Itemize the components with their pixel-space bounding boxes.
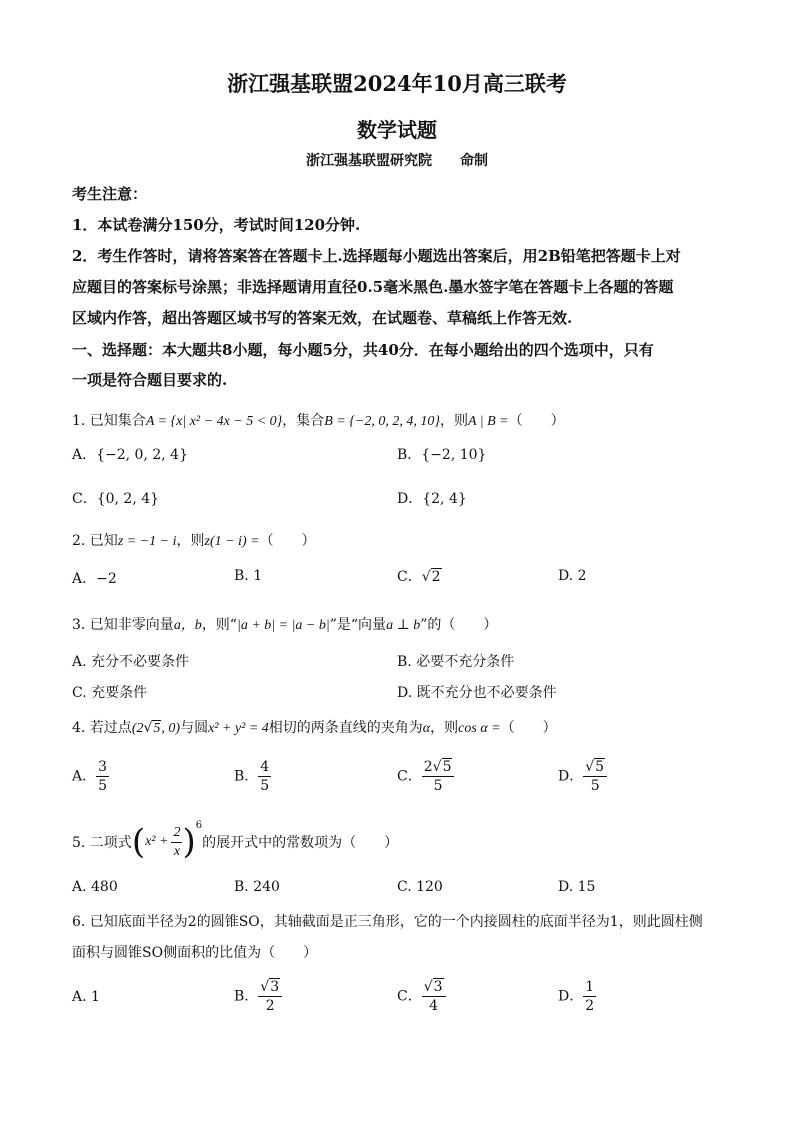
page-title: 浙江强基联盟2024年10月高三联考 — [227, 71, 567, 96]
question-6-line-2: 面积与圆锥SO侧面积的比值为（ ） — [72, 945, 318, 961]
q1-stem-b: ，集合 — [282, 413, 325, 429]
question-4-stem — [72, 717, 557, 737]
q1-answer-paren: （ ） — [508, 413, 565, 429]
q6-option-c-radicand: 3 — [433, 979, 443, 995]
question-5-stem — [72, 820, 398, 864]
q6-option-b-label: B． — [234, 988, 259, 1005]
q2-option-c-radicand: 2 — [431, 569, 441, 585]
q3-stem-a: 3. 已知非零向量 — [72, 617, 174, 633]
q4-option-a-label: A． — [72, 768, 97, 785]
q3-perpendicular: a ⊥ b — [386, 618, 421, 633]
q2-answer-paren: （ ） — [259, 533, 316, 549]
q1-option-a: A．{−2, 0, 2, 4} — [72, 447, 188, 463]
q3-option-d: D. 既不充分也不必要条件 — [397, 685, 557, 701]
notice-item-1: 1．本试卷满分150分，考试时间120分钟. — [72, 216, 361, 234]
q1-expression: A | B = — [467, 414, 509, 429]
question-1-stem — [72, 410, 565, 430]
q4-option-a — [72, 758, 109, 795]
q4-option-c-den: 5 — [433, 778, 443, 794]
q4-option-c — [397, 758, 454, 795]
sqrt-icon: √ — [260, 979, 270, 995]
author-line: 浙江强基联盟研究院 命制 — [306, 153, 488, 169]
q4-circle: x² + y² = 4 — [208, 721, 269, 736]
q4-point-radicand: 5 — [153, 721, 161, 736]
q4-point-b: , 0) — [161, 721, 181, 736]
q5-option-a: A. 480 — [72, 879, 118, 895]
sqrt-icon: √ — [585, 759, 595, 775]
q1-stem-c: ，则 — [439, 413, 468, 429]
section-1-line-2: 一项是符合题目要求的. — [72, 371, 228, 389]
q6-option-b-den: 2 — [265, 998, 275, 1014]
notice-item-2-line-1: 2．考生作答时，请将答案答在答题卡上.选择题每小题选出答案后，用2B铅笔把答题卡上对 — [72, 247, 681, 265]
q4-option-b-den: 5 — [260, 778, 270, 794]
q4-option-b-num: 4 — [260, 759, 270, 775]
q4-answer-paren: （ ） — [500, 720, 557, 736]
q6-option-d — [558, 978, 596, 1015]
sqrt-icon: √ — [432, 759, 442, 775]
q2-stem-a: 2. 已知 — [72, 533, 118, 549]
q4-stem-d: ，则 — [430, 720, 459, 736]
q2-option-c — [397, 566, 442, 586]
q2-option-b: B. 1 — [234, 568, 263, 584]
q2-option-c-label: C． — [397, 569, 422, 585]
q4-option-a-den: 5 — [98, 778, 108, 794]
q4-option-c-radicand: 5 — [442, 759, 452, 775]
left-paren-icon: ( — [131, 822, 146, 862]
page-subtitle: 数学试题 — [357, 118, 437, 142]
q3-stem-b: ，则“ — [201, 617, 237, 633]
q6-option-d-label: D． — [558, 988, 584, 1005]
notice-item-2-line-2: 应题目的答案标号涂黑；非选择题请用直径0.5毫米黑色.墨水签字笔在答题卡上各题的答题 — [72, 278, 674, 296]
q4-option-d — [558, 758, 607, 795]
q5-frac-num: 2 — [171, 824, 182, 843]
q4-option-b-label: B． — [234, 768, 259, 785]
q4-alpha: α — [422, 721, 431, 736]
q5-frac-den: x — [173, 843, 181, 859]
q5-x-squared: x² + — [145, 834, 169, 849]
q6-option-c-label: C． — [397, 988, 422, 1005]
q3-vectors: a，b — [173, 618, 202, 633]
notice-item-2-line-3: 区域内作答，超出答题区域书写的答案无效，在试题卷、草稿纸上作答无效. — [72, 309, 573, 327]
q1-stem-a: 1. 已知集合 — [72, 413, 146, 429]
q4-option-c-label: C． — [397, 768, 422, 785]
q4-option-d-radicand: 5 — [595, 759, 605, 775]
notice-heading: 考生注意： — [72, 185, 148, 203]
q3-option-b: B. 必要不充分条件 — [397, 654, 515, 670]
q2-stem-b: ，则 — [176, 533, 205, 549]
sqrt-icon: √ — [143, 720, 153, 736]
q1-set-a: A = {x| x² − 4x − 5 < 0} — [145, 414, 283, 429]
q3-option-a: A. 充分不必要条件 — [72, 654, 190, 670]
q6-option-d-num: 1 — [585, 979, 595, 995]
q1-option-d: D．{2, 4} — [397, 491, 467, 507]
q4-cos: cos α = — [458, 721, 501, 736]
q1-option-c: C．{0, 2, 4} — [72, 491, 160, 507]
q4-stem-b: 与圆 — [180, 720, 209, 736]
q6-option-d-den: 2 — [585, 998, 595, 1014]
q4-stem-c: 相切的两条直线的夹角为 — [268, 720, 423, 736]
question-2-stem — [72, 530, 316, 550]
q3-option-c: C. 充要条件 — [72, 685, 148, 701]
q2-expression: z(1 − i) = — [204, 534, 260, 549]
q4-stem-a: 4. 若过点 — [72, 720, 132, 736]
question-6-line-1: 6. 已知底面半径为2的圆锥SO，其轴截面是正三角形，它的一个内接圆柱的底面半径为1，则此圆柱侧 — [72, 914, 703, 930]
q6-option-c-den: 4 — [429, 998, 439, 1014]
q2-option-d: D. 2 — [558, 568, 587, 584]
q4-option-c-coef: 2 — [423, 759, 433, 775]
q4-point-a: (2 — [131, 721, 144, 736]
q3-stem-c: ”是“向量 — [329, 617, 387, 633]
q4-option-b — [234, 758, 271, 795]
q1-set-b: B = {−2, 0, 2, 4, 10} — [324, 414, 440, 429]
q5-stem-a: 5. 二项式 — [72, 835, 132, 851]
right-paren-icon: ) — [182, 822, 196, 862]
q5-stem-b: 的展开式中的常数项为（ ） — [202, 835, 399, 851]
q6-option-a: A. 1 — [72, 989, 100, 1005]
q1-option-b: B．{−2, 10} — [397, 447, 487, 463]
q5-exponent: 6 — [195, 820, 203, 831]
q4-option-d-label: D． — [558, 768, 584, 785]
q5-option-c: C. 120 — [397, 879, 443, 895]
q3-condition: |a + b| = |a − b| — [236, 618, 330, 633]
q2-z: z = −1 − i — [117, 534, 177, 549]
q3-stem-d: ”的（ ） — [420, 617, 498, 633]
question-3-stem — [72, 614, 497, 634]
q6-option-b-radicand: 3 — [270, 979, 280, 995]
q6-option-c — [397, 978, 446, 1015]
section-1-line-1: 一、选择题：本大题共8小题，每小题5分，共40分．在每小题给出的四个选项中，只有 — [72, 341, 654, 359]
q2-option-a: A．−2 — [72, 571, 117, 587]
q5-option-b: B. 240 — [234, 879, 280, 895]
q4-option-a-num: 3 — [98, 759, 108, 775]
q6-option-b — [234, 978, 282, 1015]
q5-option-d: D. 15 — [558, 879, 596, 895]
q4-option-d-den: 5 — [590, 778, 600, 794]
sqrt-icon: √ — [421, 569, 431, 585]
sqrt-icon: √ — [423, 979, 433, 995]
